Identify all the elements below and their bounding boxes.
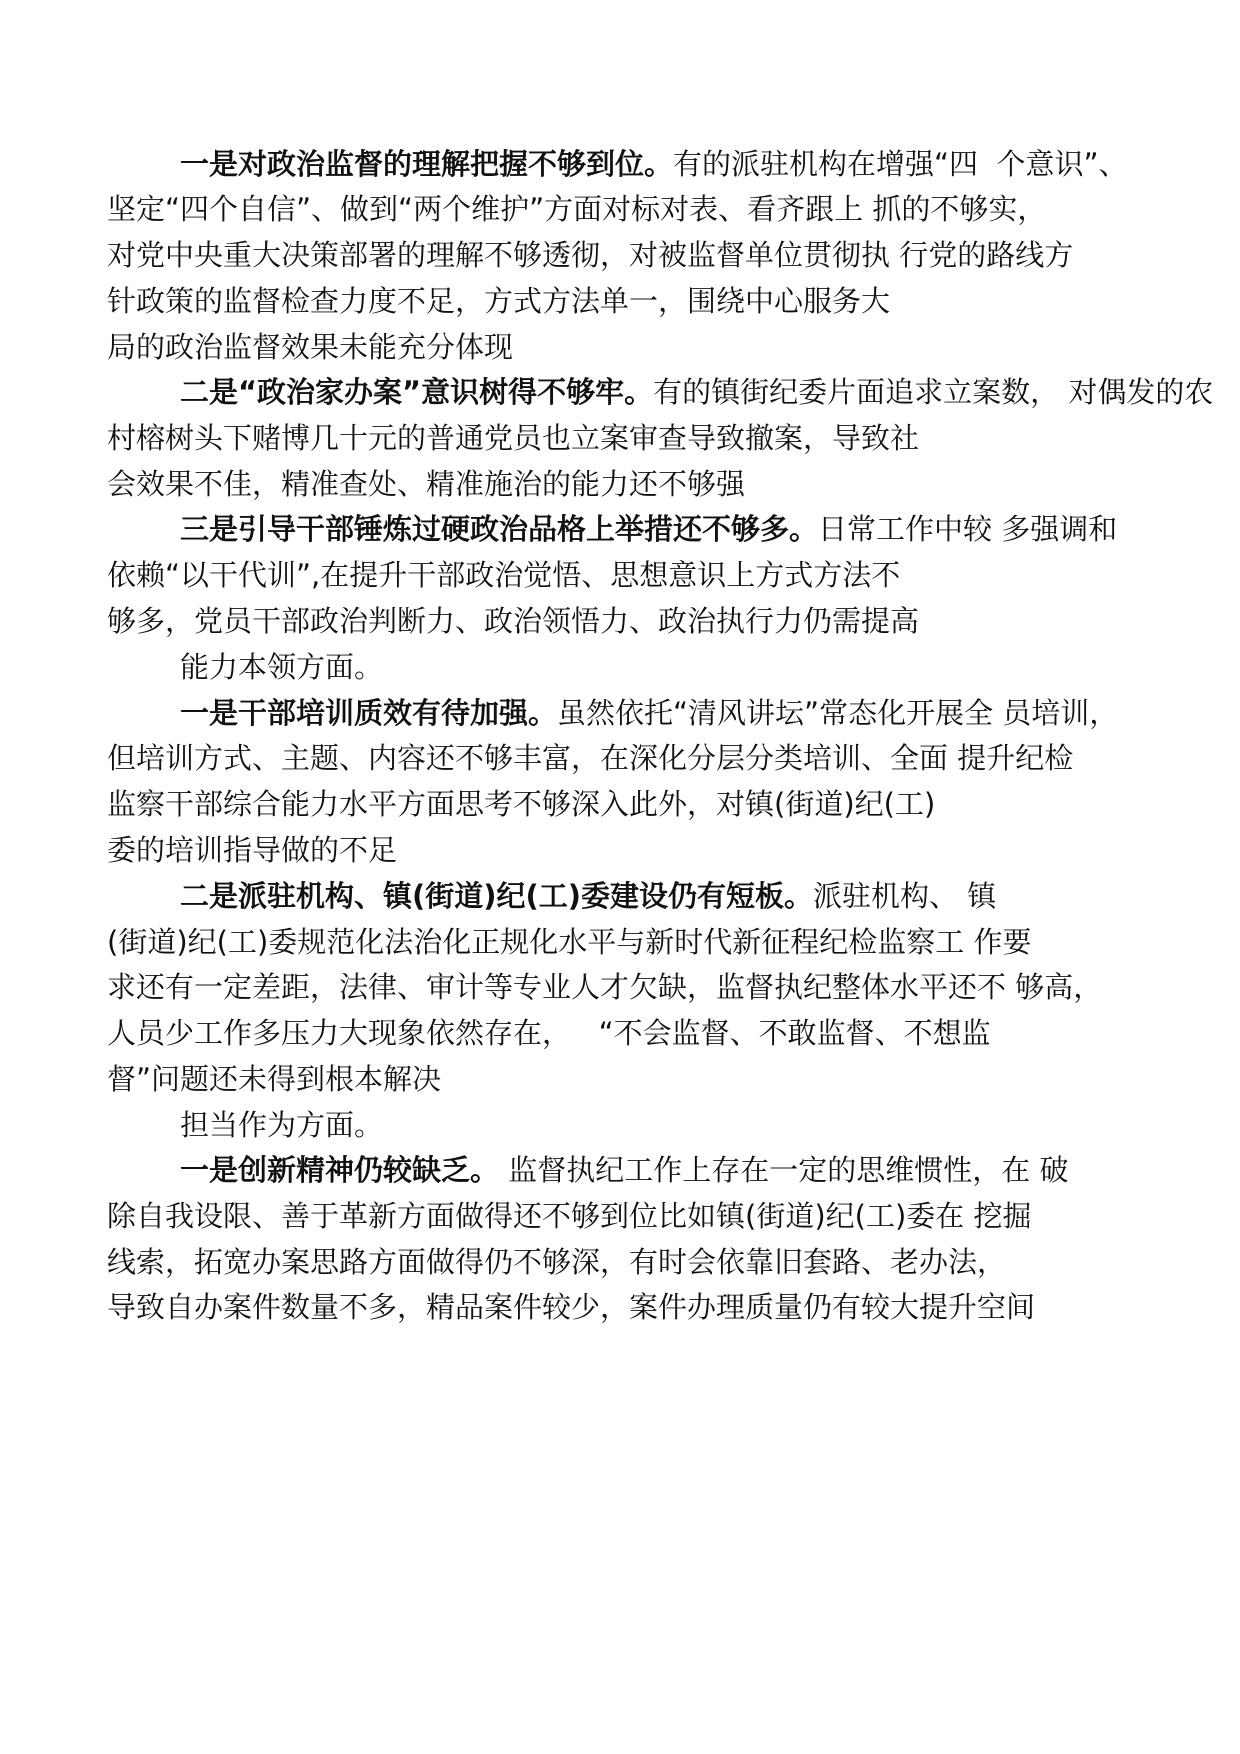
line-text: 导致自办案件数量不多，精品案件较少，案件办理质量仍有较大提升空间	[107, 1290, 1036, 1324]
text-line	[107, 922, 1031, 962]
line-text: 求还有一定差距，法律、审计等专业人才欠缺，监督执纪整体水平还不 够高，	[107, 970, 1103, 1004]
line-text: 会效果不佳，精准查处、精准施治的能力还不够强	[107, 467, 746, 501]
bold-heading: 一是对政治监督的理解把握不够到位。	[180, 147, 674, 181]
text-line	[107, 418, 919, 458]
line-text: 村榕树头下赌博几十元的普通党员也立案审查导致撤案，导致社	[107, 421, 920, 455]
line-text: (街道)纪(工)委规范化法治化正规化水平与新时代新征程纪检监察工 作要	[107, 925, 1032, 959]
text-line	[107, 1059, 441, 1099]
line-text: 局的政治监督效果未能充分体现	[107, 330, 514, 364]
line-text: 针政策的监督检查力度不足，方式方法单一，围绕中心服务大	[107, 284, 891, 318]
line-text: 对党中央重大决策部署的理解不够透彻，对被监督单位贯彻执 行党的路线方	[107, 238, 1074, 272]
line-text: 监督执纪工作上存在一定的思维惯性，在 破	[499, 1153, 1069, 1187]
text-line	[107, 601, 919, 641]
text-line	[107, 738, 1073, 778]
text-line	[180, 1105, 383, 1145]
text-line	[107, 1013, 991, 1053]
line-text: 日常工作中较 多强调和	[818, 512, 1118, 546]
text-line	[107, 830, 397, 870]
line-text: 但培训方式、主题、内容还不够丰富，在深化分层分类培训、全面 提升纪检	[107, 741, 1074, 775]
bold-heading: 二是派驻机构、镇(街道)纪(工)委建设仍有短板。	[180, 879, 814, 913]
text-line	[180, 1150, 1068, 1190]
text-line	[107, 967, 1102, 1007]
text-line	[180, 372, 1213, 412]
line-text: 线索，拓宽办案思路方面做得仍不够深，有时会依靠旧套路、老办法，	[107, 1245, 1007, 1279]
line-text: 坚定“四个自信”、做到“两个维护”方面对标对表、看齐跟上 抓的不够实，	[107, 192, 1047, 226]
bold-heading: 一是干部培训质效有待加强。	[180, 696, 558, 730]
text-line	[107, 189, 1046, 229]
line-text: 人员少工作多压力大现象依然存在， “不会监督、不敢监督、不想监	[107, 1016, 991, 1050]
bold-heading: 二是“政治家办案”意识树得不够牢。	[180, 375, 654, 409]
line-text: 能力本领方面。	[180, 650, 384, 684]
text-line	[107, 235, 1073, 275]
text-line	[107, 281, 890, 321]
line-text: 除自我设限、善于革新方面做得还不够到位比如镇(街道)纪(工)委在 挖掘	[107, 1199, 1032, 1233]
line-text: 督”问题还未得到根本解决	[107, 1062, 442, 1096]
line-text: 有的镇街纪委片面追求立案数， 对偶发的农	[653, 375, 1214, 409]
text-line	[107, 464, 745, 504]
bold-heading: 一是创新精神仍较缺乏。	[180, 1153, 500, 1187]
text-line	[180, 509, 1117, 549]
text-line	[107, 555, 900, 595]
line-text: 依赖“以干代训”,在提升干部政治觉悟、思想意识上方式方法不	[107, 558, 901, 592]
line-text: 担当作为方面。	[180, 1108, 384, 1142]
line-text: 虽然依托“清风讲坛”常态化开展全 员培训，	[557, 696, 1119, 730]
line-text: 监察干部综合能力水平方面思考不够深入此外，对镇(街道)纪(工)	[107, 787, 936, 821]
text-line	[180, 144, 1128, 184]
text-line	[180, 876, 996, 916]
text-line	[180, 693, 1118, 733]
text-line	[107, 784, 935, 824]
line-text: 有的派驻机构在增强“四 个意识”、	[673, 147, 1128, 181]
text-line	[180, 647, 383, 687]
bold-heading: 三是引导干部锤炼过硬政治品格上举措还不够多。	[180, 512, 819, 546]
text-line	[107, 1196, 1031, 1236]
line-text: 委的培训指导做的不足	[107, 833, 398, 867]
text-line	[107, 327, 513, 367]
text-line	[107, 1287, 1035, 1327]
line-text: 够多，党员干部政治判断力、政治领悟力、政治执行力仍需提高	[107, 604, 920, 638]
text-line	[107, 1242, 1006, 1282]
line-text: 派驻机构、 镇	[813, 879, 997, 913]
